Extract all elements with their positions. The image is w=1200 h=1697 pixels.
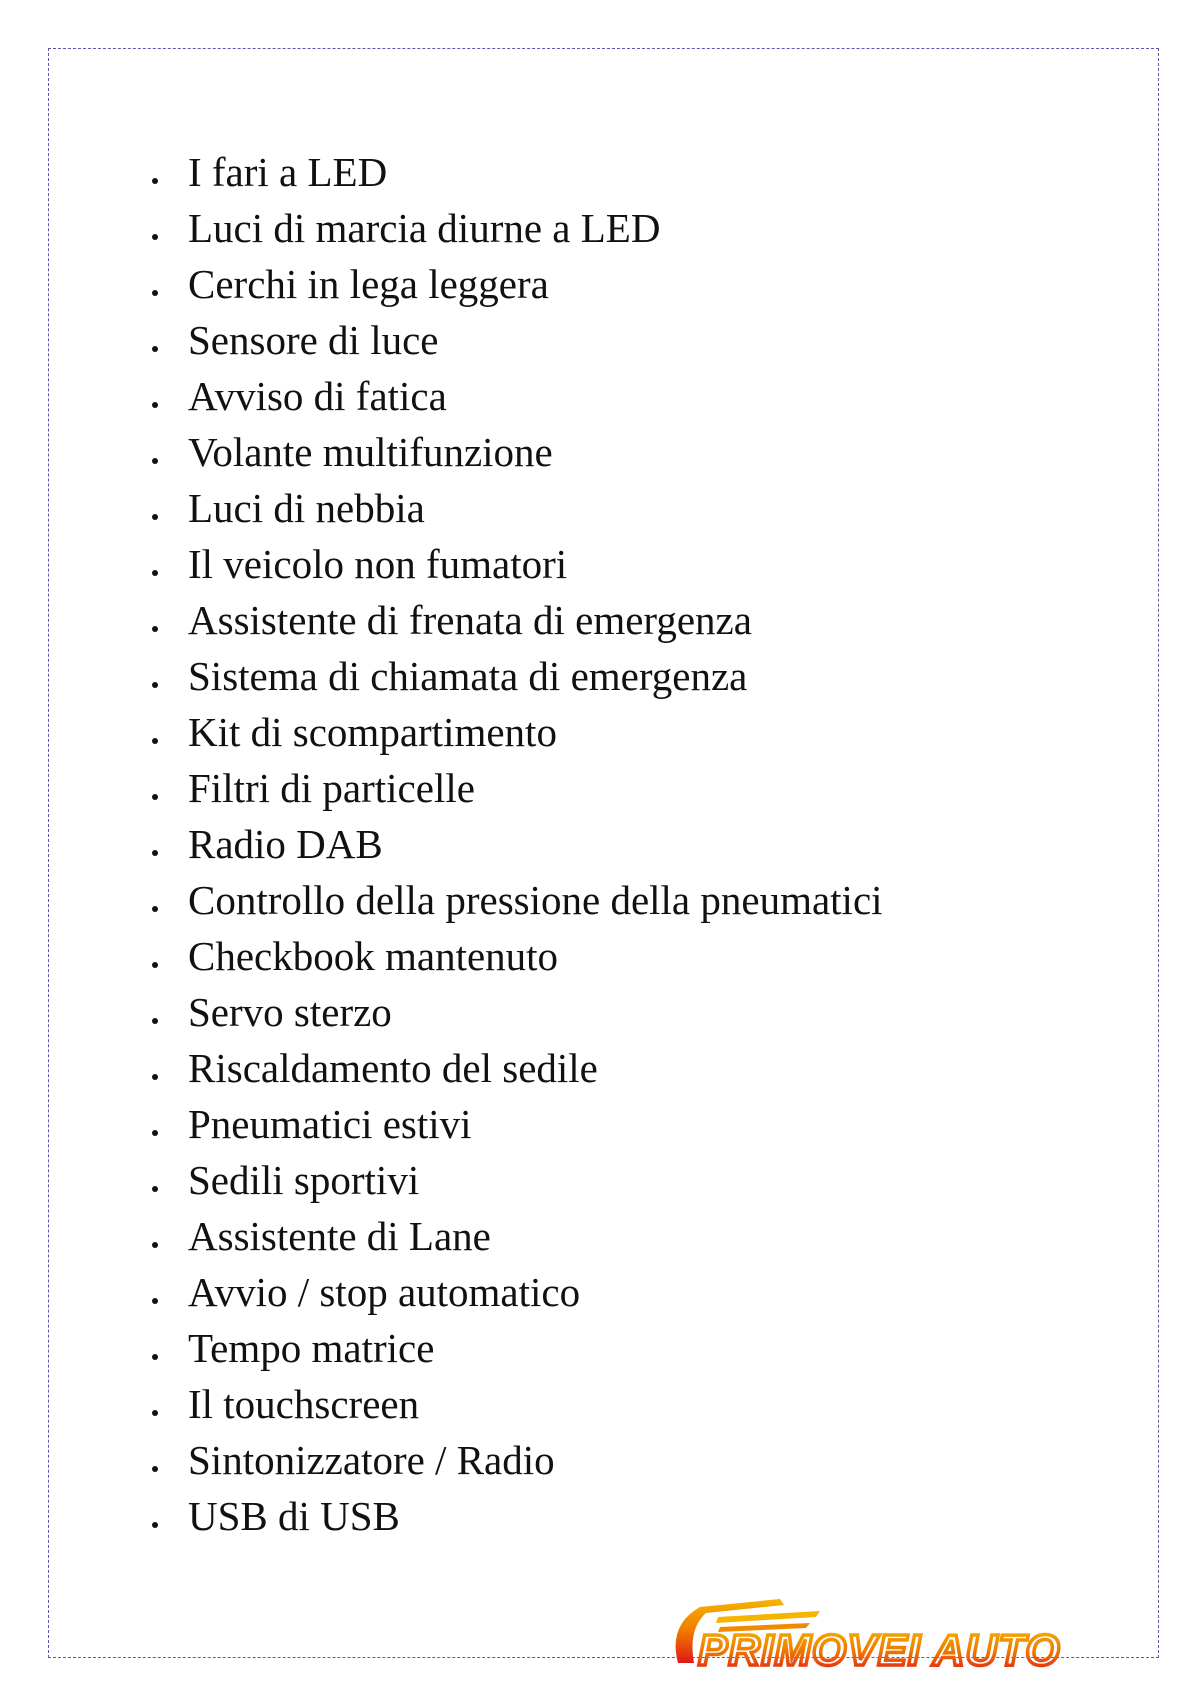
list-item bbox=[150, 424, 883, 480]
logo-text: PRIMOVEI AUTO bbox=[698, 1626, 1061, 1675]
list-item-label: Sedili sportivi bbox=[188, 1157, 420, 1203]
bullet-icon bbox=[152, 1242, 158, 1248]
bullet-icon bbox=[152, 850, 158, 856]
bullet-icon bbox=[152, 1466, 158, 1472]
list-item-label: USB di USB bbox=[188, 1493, 400, 1539]
list-item-label: Avvio / stop automatico bbox=[188, 1269, 581, 1315]
bullet-icon bbox=[152, 1186, 158, 1192]
list-item bbox=[150, 1488, 883, 1544]
list-item bbox=[150, 928, 883, 984]
bullet-icon bbox=[152, 234, 158, 240]
list-item bbox=[150, 592, 883, 648]
bullet-icon bbox=[152, 1298, 158, 1304]
list-item-label: Checkbook mantenuto bbox=[188, 933, 559, 979]
list-item-label: Luci di marcia diurne a LED bbox=[188, 205, 661, 251]
list-item bbox=[150, 704, 883, 760]
list-item bbox=[150, 1376, 883, 1432]
bullet-icon bbox=[152, 906, 158, 912]
list-item-label: Filtri di particelle bbox=[188, 765, 475, 811]
list-item bbox=[150, 1264, 883, 1320]
list-item bbox=[150, 1040, 883, 1096]
list-item-label: Servo sterzo bbox=[188, 989, 392, 1035]
list-item bbox=[150, 648, 883, 704]
list-item bbox=[150, 1152, 883, 1208]
list-item-label: Avviso di fatica bbox=[188, 373, 447, 419]
list-item bbox=[150, 536, 883, 592]
bullet-icon bbox=[152, 794, 158, 800]
bullet-icon bbox=[152, 1018, 158, 1024]
bullet-icon bbox=[152, 1074, 158, 1080]
list-item bbox=[150, 256, 883, 312]
bullet-icon bbox=[152, 626, 158, 632]
list-item-label: I fari a LED bbox=[188, 149, 388, 195]
list-item bbox=[150, 368, 883, 424]
list-item-label: Radio DAB bbox=[188, 821, 383, 867]
list-item-label: Sistema di chiamata di emergenza bbox=[188, 653, 748, 699]
list-item-label: Volante multifunzione bbox=[188, 429, 553, 475]
feature-list bbox=[150, 144, 883, 1544]
list-item bbox=[150, 872, 883, 928]
list-item bbox=[150, 1096, 883, 1152]
list-item bbox=[150, 200, 883, 256]
bullet-icon bbox=[152, 514, 158, 520]
list-item bbox=[150, 1432, 883, 1488]
bullet-icon bbox=[152, 1130, 158, 1136]
bullet-icon bbox=[152, 738, 158, 744]
list-item-label: Assistente di frenata di emergenza bbox=[188, 597, 752, 643]
list-item-label: Tempo matrice bbox=[188, 1325, 435, 1371]
list-item bbox=[150, 144, 883, 200]
list-item bbox=[150, 312, 883, 368]
list-item bbox=[150, 480, 883, 536]
list-item-label: Kit di scompartimento bbox=[188, 709, 557, 755]
logo-speed-line-1 bbox=[716, 1611, 820, 1623]
list-item bbox=[150, 1208, 883, 1264]
bullet-icon bbox=[152, 682, 158, 688]
list-item bbox=[150, 816, 883, 872]
bullet-icon bbox=[152, 402, 158, 408]
bullet-icon bbox=[152, 1410, 158, 1416]
list-item-label: Cerchi in lega leggera bbox=[188, 261, 549, 307]
list-item-label: Sintonizzatore / Radio bbox=[188, 1437, 555, 1483]
bullet-icon bbox=[152, 570, 158, 576]
bullet-icon bbox=[152, 346, 158, 352]
bullet-icon bbox=[152, 1354, 158, 1360]
list-item-label: Pneumatici estivi bbox=[188, 1101, 472, 1147]
list-item-label: Sensore di luce bbox=[188, 317, 439, 363]
list-item bbox=[150, 984, 883, 1040]
list-item-label: Il veicolo non fumatori bbox=[188, 541, 568, 587]
primovei-auto-logo bbox=[660, 1595, 1190, 1680]
bullet-icon bbox=[152, 178, 158, 184]
bullet-icon bbox=[152, 962, 158, 968]
list-item-label: Il touchscreen bbox=[188, 1381, 420, 1427]
bullet-icon bbox=[152, 458, 158, 464]
bullet-icon bbox=[152, 290, 158, 296]
bullet-icon bbox=[152, 1522, 158, 1528]
list-item-label: Controllo della pressione della pneumatici bbox=[188, 877, 883, 923]
list-item-label: Assistente di Lane bbox=[188, 1213, 491, 1259]
list-item-label: Luci di nebbia bbox=[188, 485, 425, 531]
list-item bbox=[150, 1320, 883, 1376]
list-item bbox=[150, 760, 883, 816]
list-item-label: Riscaldamento del sedile bbox=[188, 1045, 598, 1091]
